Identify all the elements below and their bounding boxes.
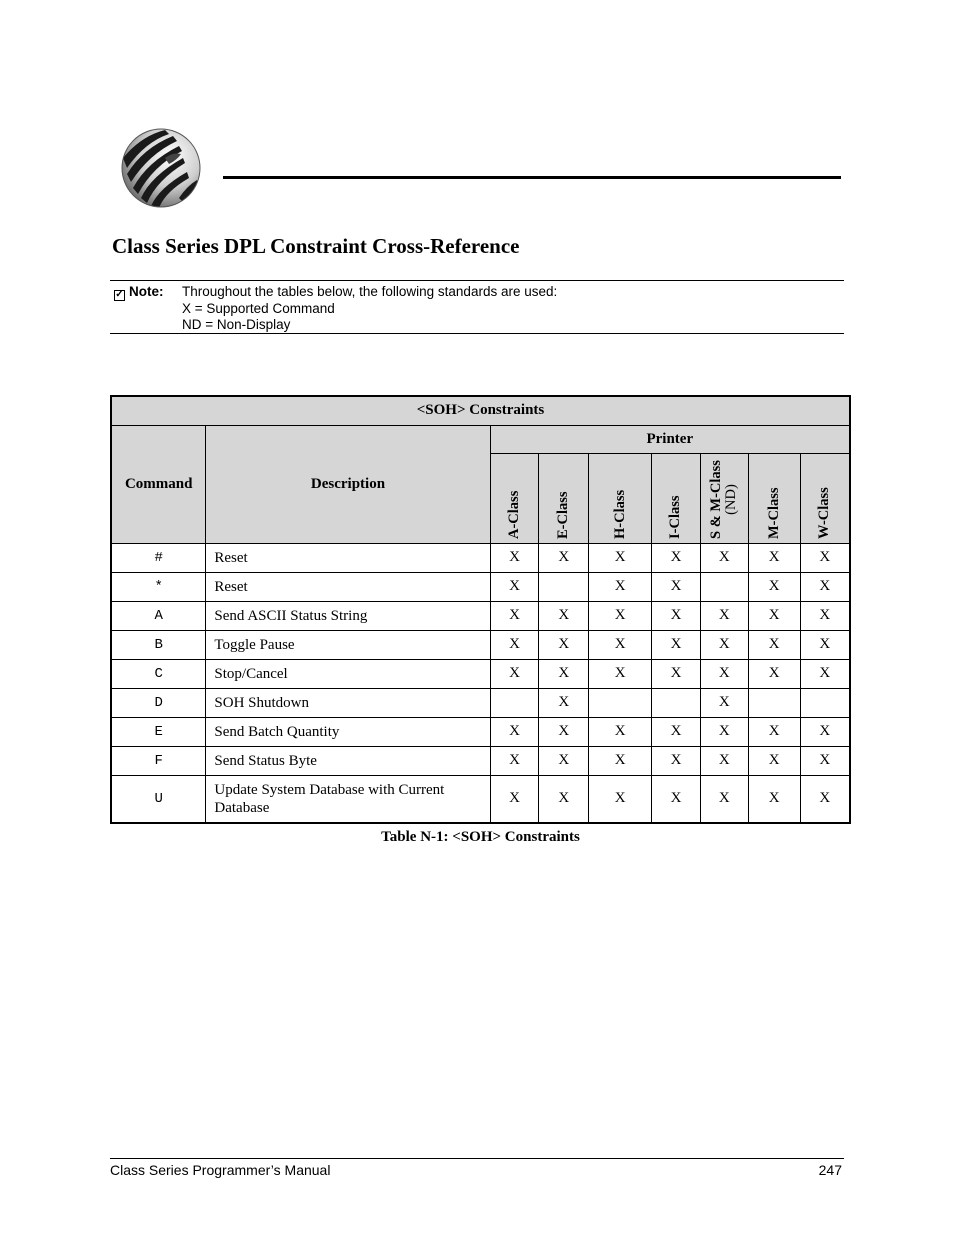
support-mark-cell	[800, 688, 850, 717]
command-cell: #	[111, 543, 206, 572]
printer-class-name: W-Class	[816, 486, 833, 539]
support-mark-cell: X	[490, 775, 539, 823]
table-row	[111, 775, 850, 823]
support-mark-cell: X	[539, 630, 589, 659]
support-mark-cell: X	[800, 601, 850, 630]
support-mark-cell: X	[539, 746, 589, 775]
table-header-caption: <SOH> Constraints	[111, 396, 850, 425]
table-row	[111, 688, 850, 717]
printer-class-header	[490, 453, 539, 543]
support-mark-cell: X	[700, 746, 748, 775]
support-mark-cell: X	[490, 659, 539, 688]
description-cell: Reset	[206, 572, 490, 601]
printer-class-label	[767, 487, 782, 539]
support-mark-cell: X	[700, 659, 748, 688]
support-mark-cell: X	[539, 543, 589, 572]
support-mark-cell: X	[652, 775, 701, 823]
support-mark-cell: X	[748, 601, 800, 630]
support-mark-cell: X	[800, 775, 850, 823]
support-mark-cell: X	[589, 572, 652, 601]
command-cell: U	[111, 775, 206, 823]
note-line: ND = Non-Display	[182, 317, 291, 332]
description-cell: Toggle Pause	[206, 630, 490, 659]
command-cell: B	[111, 630, 206, 659]
support-mark-cell: X	[748, 775, 800, 823]
support-mark-cell: X	[800, 717, 850, 746]
support-mark-cell: X	[539, 601, 589, 630]
support-mark-cell: X	[589, 717, 652, 746]
command-cell: E	[111, 717, 206, 746]
table-row	[111, 746, 850, 775]
support-mark-cell: X	[700, 601, 748, 630]
footer-manual-title: Class Series Programmer’s Manual	[110, 1162, 331, 1178]
table-row	[111, 572, 850, 601]
support-mark-cell: X	[589, 775, 652, 823]
note-line: X = Supported Command	[182, 300, 335, 316]
printer-class-name: S & M-Class	[708, 459, 725, 539]
support-mark-cell: X	[700, 543, 748, 572]
support-mark-cell: X	[748, 717, 800, 746]
table-row	[111, 601, 850, 630]
support-mark-cell: X	[652, 601, 701, 630]
support-mark-cell: X	[652, 572, 701, 601]
support-mark-cell: X	[748, 630, 800, 659]
support-mark-cell: X	[700, 688, 748, 717]
table-row	[111, 543, 850, 572]
note-label	[114, 284, 164, 301]
printer-class-name: I-Class	[667, 494, 684, 539]
printer-class-name: A-Class	[506, 490, 522, 539]
table-row	[111, 630, 850, 659]
printer-class-header	[539, 453, 589, 543]
printer-class-header	[652, 453, 701, 543]
support-mark-cell: X	[652, 659, 701, 688]
printer-class-label	[668, 495, 683, 539]
support-mark-cell: X	[589, 601, 652, 630]
note-line: Throughout the tables below, the following standards are used:	[182, 284, 558, 299]
printer-class-name: E-Class	[555, 490, 572, 539]
support-mark-cell: X	[748, 572, 800, 601]
support-mark-cell	[652, 688, 701, 717]
command-cell: A	[111, 601, 206, 630]
support-mark-cell: X	[490, 717, 539, 746]
support-mark-cell: X	[800, 746, 850, 775]
description-cell: Send ASCII Status String	[206, 601, 490, 630]
support-mark-cell: X	[490, 746, 539, 775]
support-mark-cell: X	[800, 630, 850, 659]
support-mark-cell: X	[539, 688, 589, 717]
page-number: 247	[818, 1162, 842, 1178]
command-cell: F	[111, 746, 206, 775]
support-mark-cell: X	[539, 659, 589, 688]
support-mark-cell: X	[652, 746, 701, 775]
printer-class-name: M-Class	[765, 486, 782, 539]
support-mark-cell: X	[800, 659, 850, 688]
printer-class-label	[709, 460, 739, 539]
support-mark-cell	[539, 572, 589, 601]
support-mark-cell: X	[700, 630, 748, 659]
support-mark-cell: X	[589, 746, 652, 775]
note-label-text: Note:	[129, 284, 164, 299]
printer-class-name: H-Class	[611, 489, 628, 539]
description-cell: SOH Shutdown	[206, 688, 490, 717]
description-cell: Stop/Cancel	[206, 659, 490, 688]
soh-constraints-table	[110, 395, 851, 824]
support-mark-cell: X	[490, 630, 539, 659]
support-mark-cell: X	[539, 717, 589, 746]
printer-class-label	[817, 487, 832, 539]
support-mark-cell: X	[800, 543, 850, 572]
support-mark-cell: X	[652, 717, 701, 746]
description-cell: Send Status Byte	[206, 746, 490, 775]
description-cell: Update System Database with Current Database	[206, 775, 490, 823]
command-cell: D	[111, 688, 206, 717]
support-mark-cell: X	[800, 572, 850, 601]
table-row	[111, 717, 850, 746]
note-body	[182, 284, 557, 334]
support-mark-cell	[490, 688, 539, 717]
support-mark-cell: X	[589, 659, 652, 688]
support-mark-cell: X	[589, 543, 652, 572]
support-mark-cell: X	[748, 543, 800, 572]
support-mark-cell: X	[700, 717, 748, 746]
command-cell: *	[111, 572, 206, 601]
support-mark-cell: X	[490, 543, 539, 572]
printer-class-label	[556, 491, 571, 539]
printer-class-note: (ND)	[723, 483, 740, 515]
support-mark-cell: X	[539, 775, 589, 823]
printer-class-header	[748, 453, 800, 543]
printer-class-header	[800, 453, 850, 543]
command-header: Command	[111, 425, 206, 543]
support-mark-cell: X	[748, 659, 800, 688]
description-cell: Send Batch Quantity	[206, 717, 490, 746]
description-header: Description	[206, 425, 490, 543]
table-row	[111, 659, 850, 688]
support-mark-cell: X	[652, 630, 701, 659]
support-mark-cell: X	[589, 630, 652, 659]
support-mark-cell: X	[748, 746, 800, 775]
support-mark-cell: X	[490, 601, 539, 630]
printer-class-header	[700, 453, 748, 543]
striped-globe-icon	[121, 128, 201, 208]
printer-class-label	[507, 490, 522, 538]
support-mark-cell	[589, 688, 652, 717]
header-rule	[223, 176, 841, 179]
support-mark-cell: X	[700, 775, 748, 823]
printer-class-label	[613, 489, 628, 538]
printer-header: Printer	[490, 425, 850, 453]
page-title: Class Series DPL Constraint Cross-Reference	[112, 234, 520, 258]
command-cell: C	[111, 659, 206, 688]
note-box	[110, 280, 844, 334]
support-mark-cell	[748, 688, 800, 717]
printer-class-header	[589, 453, 652, 543]
description-cell: Reset	[206, 543, 490, 572]
footer-rule	[110, 1158, 844, 1159]
support-mark-cell: X	[652, 543, 701, 572]
table-caption: Table N-1: <SOH> Constraints	[381, 829, 580, 845]
support-mark-cell: X	[490, 572, 539, 601]
checkbox-icon: ✓	[115, 289, 124, 300]
support-mark-cell	[700, 572, 748, 601]
